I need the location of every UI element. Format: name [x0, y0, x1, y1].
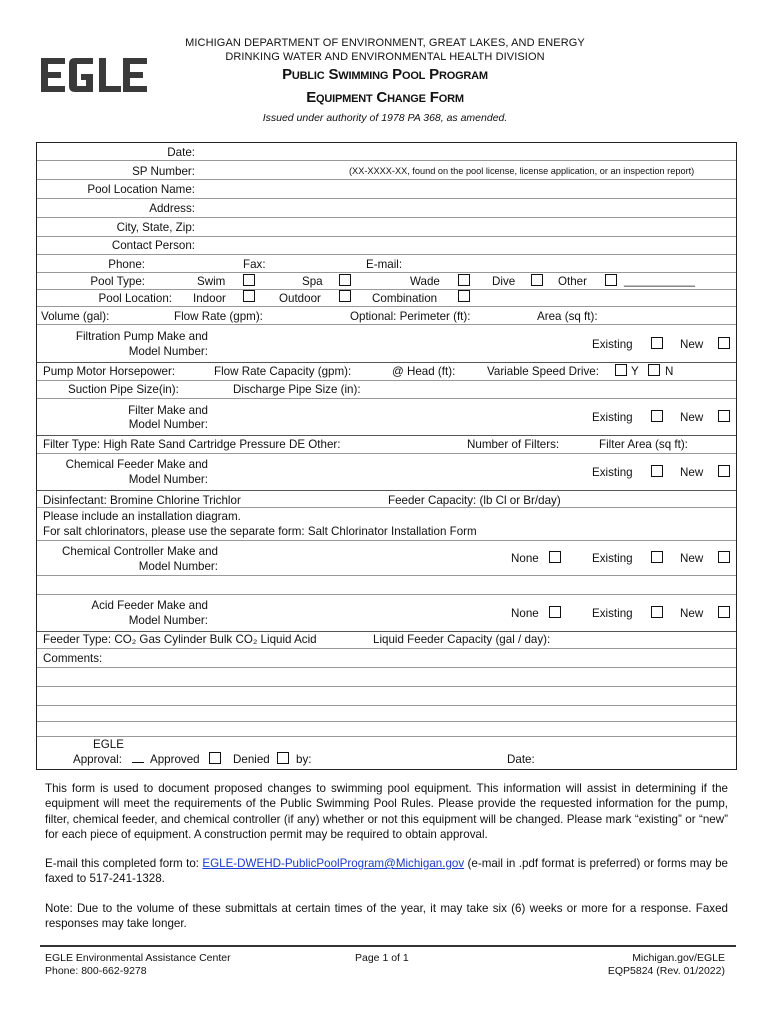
filter-model-label: Model Number:: [128, 418, 208, 431]
pool-location-label: Pool Location:: [98, 292, 172, 305]
flow-capacity-label: Flow Rate Capacity (gpm):: [214, 365, 352, 378]
filtration-pump-existing-label: Existing: [592, 338, 633, 351]
egle-approval-label-1: EGLE: [93, 738, 124, 751]
vsd-no-label: N: [665, 365, 674, 378]
spa-label: Spa: [302, 275, 323, 288]
controller-none-checkbox[interactable]: [549, 551, 561, 563]
spa-checkbox[interactable]: [339, 274, 351, 286]
chemical-feeder-label: Chemical Feeder Make and: [65, 458, 208, 471]
email-label: E-mail:: [366, 258, 403, 271]
other-blank[interactable]: ___________: [624, 274, 695, 287]
chemical-controller-label: Chemical Controller Make and: [62, 545, 218, 558]
filter-type-label: Filter Type: High Rate Sand Cartridge Pressure DE Other:: [43, 438, 341, 451]
denied-label: Denied: [233, 753, 270, 766]
filtration-pump-label: Filtration Pump Make and: [75, 330, 208, 343]
liquid-feeder-capacity-label: Liquid Feeder Capacity (gal / day):: [373, 633, 551, 646]
chemical-controller-model-label: Model Number:: [138, 560, 218, 573]
filter-new-checkbox[interactable]: [718, 410, 730, 422]
salt-chlorinator-note: For salt chlorinators, please use the separate form: Salt Chlorinator Installation Form: [43, 525, 477, 538]
acid-none-checkbox[interactable]: [549, 606, 561, 618]
dive-checkbox[interactable]: [531, 274, 543, 286]
footer-assistance-center: EGLE Environmental Assistance Center: [45, 952, 231, 964]
footer-phone: Phone: 800-662-9278: [45, 965, 147, 977]
acid-feeder-label: Acid Feeder Make and: [91, 599, 208, 612]
chemical-feeder-new-checkbox[interactable]: [718, 465, 730, 477]
form-title-1: Public Swimming Pool Program: [282, 66, 488, 83]
other-label: Other: [558, 275, 587, 288]
vsd-yes-checkbox[interactable]: [615, 364, 627, 376]
fax-label: Fax:: [243, 258, 266, 271]
city-label: City, State, Zip:: [116, 221, 195, 234]
indoor-label: Indoor: [193, 292, 226, 305]
head-label: @ Head (ft):: [392, 365, 456, 378]
flow-rate-label: Flow Rate (gpm):: [174, 310, 263, 323]
division-name: DRINKING WATER AND ENVIRONMENTAL HEALTH DIVISION: [225, 51, 545, 63]
filtration-pump-model-label: Model Number:: [128, 345, 208, 358]
footer-form-number: EQP5824 (Rev. 01/2022): [607, 965, 725, 977]
email-instruction-end: (e-mail in .pdf format is preferred) or forms may be faxed to 517-241-1328.: [45, 857, 728, 886]
controller-none-label: None: [511, 552, 539, 565]
filter-make-label: Filter Make and: [128, 404, 208, 417]
controller-existing-label: Existing: [592, 552, 633, 565]
filtration-pump-new-label: New: [680, 338, 704, 351]
filter-new-label: New: [680, 411, 704, 424]
date-label: Date:: [167, 146, 195, 159]
acid-feeder-model-label: Model Number:: [128, 614, 208, 627]
combination-label: Combination: [372, 292, 438, 305]
chemical-feeder-existing-label: Existing: [592, 466, 633, 479]
indoor-checkbox[interactable]: [243, 290, 255, 302]
feeder-capacity-label: Feeder Capacity: (lb Cl or Br/day): [388, 494, 561, 507]
area-label: Area (sq ft):: [537, 310, 598, 323]
acid-existing-label: Existing: [592, 607, 633, 620]
swim-label: Swim: [197, 275, 226, 288]
email-paragraph: [45, 856, 728, 887]
acid-new-label: New: [680, 607, 704, 620]
chemical-feeder-existing-checkbox[interactable]: [651, 465, 663, 477]
phone-label: Phone:: [108, 258, 145, 271]
vsd-label: Variable Speed Drive:: [487, 365, 599, 378]
outdoor-label: Outdoor: [279, 292, 321, 305]
sp-number-hint: (XX-XXXX-XX, found on the pool license, license application, or an inspection report): [349, 166, 695, 176]
acid-none-label: None: [511, 607, 539, 620]
pool-type-label: Pool Type:: [90, 275, 145, 288]
perimeter-label: Optional: Perimeter (ft):: [350, 310, 471, 323]
other-checkbox[interactable]: [605, 274, 617, 286]
outdoor-checkbox[interactable]: [339, 290, 351, 302]
controller-new-label: New: [680, 552, 704, 565]
egle-approval-label-2: Approval:: [73, 753, 122, 766]
issued-statement: Issued under authority of 1978 PA 368, as amended.: [262, 112, 508, 124]
wade-label: Wade: [410, 275, 440, 288]
instructions-paragraph: This form is used to document proposed changes to swimming pool equipment. This information will assist in determining if the equipment will meet the requirements of the Public Swimming Pool Rules. Please provide the requested information for the pump, filter, chemical feeder, and chemical controller (if any) whether or not this equipment will be changed. Please mark “existing” or “new” for each piece of equipment. A construction permit may be required to obtain approval.: [45, 782, 728, 841]
filter-existing-checkbox[interactable]: [651, 410, 663, 422]
combination-checkbox[interactable]: [458, 290, 470, 302]
vsd-yes-label: Y: [631, 365, 639, 378]
suction-pipe-label: Suction Pipe Size(in):: [68, 383, 179, 396]
form-title-2: Equipment Change Form: [306, 89, 464, 106]
dive-label: Dive: [492, 275, 516, 288]
acid-existing-checkbox[interactable]: [651, 606, 663, 618]
approval-date-label: Date:: [507, 753, 535, 766]
email-link[interactable]: EGLE-DWEHD-PublicPoolProgram@Michigan.gov: [202, 857, 465, 870]
footer-website[interactable]: Michigan.gov/EGLE: [632, 952, 725, 964]
acid-new-checkbox[interactable]: [718, 606, 730, 618]
filtration-pump-existing-checkbox[interactable]: [651, 337, 663, 349]
address-label: Address:: [149, 202, 195, 215]
filter-area-label: Filter Area (sq ft):: [599, 438, 688, 451]
footer-rule: [40, 945, 736, 947]
approval-underline: [132, 751, 144, 763]
chemical-feeder-new-label: New: [680, 466, 704, 479]
equipment-change-form: [36, 142, 737, 770]
volume-label: Volume (gal):: [41, 310, 110, 323]
comments-label: Comments:: [43, 652, 103, 665]
swim-checkbox[interactable]: [243, 274, 255, 286]
note-paragraph: Note: Due to the volume of these submittals at certain times of the year, it may take six (6) weeks or more for a response. Faxed responses may take longer.: [45, 902, 728, 931]
denied-checkbox[interactable]: [277, 752, 289, 764]
footer-page-number: Page 1 of 1: [355, 952, 409, 964]
sp-number-label: SP Number:: [132, 165, 195, 178]
controller-new-checkbox[interactable]: [718, 551, 730, 563]
vsd-no-checkbox[interactable]: [648, 364, 660, 376]
pool-location-name-label: Pool Location Name:: [87, 183, 195, 196]
department-name: MICHIGAN DEPARTMENT OF ENVIRONMENT, GREAT LAKES, AND ENERGY: [185, 37, 585, 49]
chemical-feeder-model-label: Model Number:: [128, 473, 208, 486]
disinfectant-label: Disinfectant: Bromine Chlorine Trichlor: [43, 494, 241, 507]
diagram-note: Please include an installation diagram.: [43, 510, 241, 523]
by-label: by:: [296, 753, 312, 766]
number-of-filters-label: Number of Filters:: [467, 438, 560, 451]
controller-existing-checkbox[interactable]: [651, 551, 663, 563]
filtration-pump-new-checkbox[interactable]: [718, 337, 730, 349]
contact-label: Contact Person:: [111, 239, 195, 252]
wade-checkbox[interactable]: [458, 274, 470, 286]
motor-hp-label: Pump Motor Horsepower:: [43, 365, 176, 378]
approved-checkbox[interactable]: [209, 752, 221, 764]
feeder-type-label: Feeder Type: CO₂ Gas Cylinder Bulk CO₂ Liquid Acid: [43, 633, 317, 646]
approved-label: Approved: [150, 753, 200, 766]
discharge-pipe-label: Discharge Pipe Size (in):: [233, 383, 361, 396]
email-instruction: E-mail this completed form to:: [45, 857, 203, 870]
filter-existing-label: Existing: [592, 411, 633, 424]
